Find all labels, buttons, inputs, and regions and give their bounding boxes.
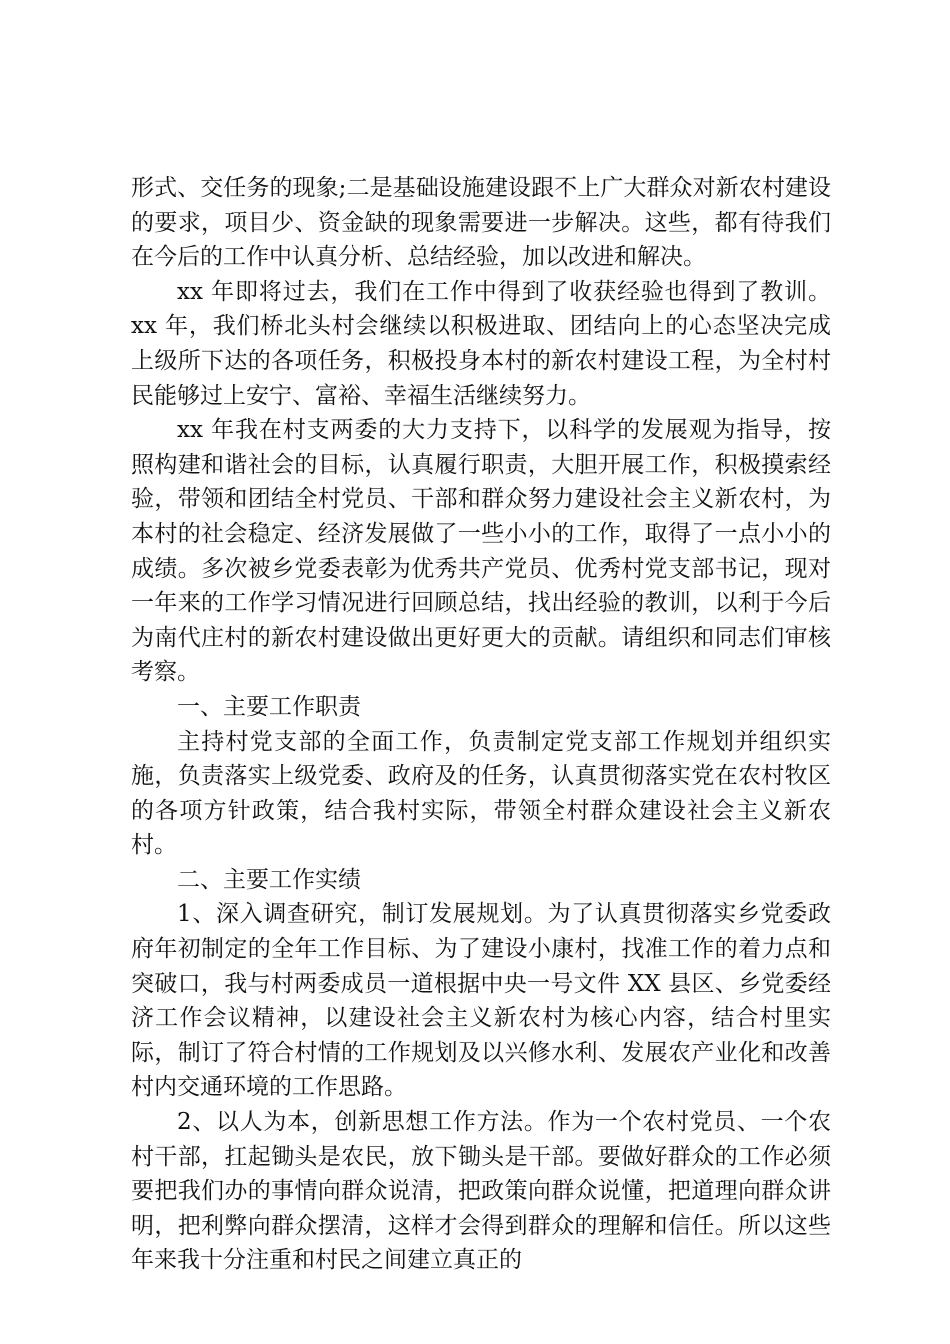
paragraph-summary: xx 年即将过去，我们在工作中得到了收获经验也得到了教训。xx 年，我们桥北头村会继续以积极进取、团结向上的心态坚决完成上级所下达的各项任务，积极投身本村的新农村建设工程，为全村村民能够过上安宁、富裕、幸福生活继续努力。: [131, 278, 831, 409]
section-heading-achievements: 二、主要工作实绩: [177, 866, 361, 893]
paragraph-intro: xx 年我在村支两委的大力支持下，以科学的发展观为指导，按照构建和谐社会的目标，认真履行职责，大胆开展工作，积极摸索经验，带领和团结全村党员、干部和群众努力建设社会主义新农村，为本村的社会稳定、经济发展做了一些小小的工作，取得了一点小小的成绩。多次被乡党委表彰为优秀共产党员、优秀村党支部书记，现对一年来的工作学习情况进行回顾总结，找出经验的教训，以利于今后为南代庄村的新农村建设做出更好更大的贡献。请组织和同志们审核考察。: [131, 417, 831, 686]
document-body: [131, 171, 831, 1278]
paragraph-duties: 主持村党支部的全面工作，负责制定党支部工作规划并组织实施，负责落实上级党委、政府及的任务，认真贯彻落实党在农村牧区的各项方针政策，结合我村实际，带领全村群众建设社会主义新农村。: [131, 728, 831, 859]
section-heading-duties: 一、主要工作职责: [177, 693, 361, 720]
paragraph-achievement-2: 2、以人为本，创新思想工作方法。作为一个农村党员、一个农村干部，扛起锄头是农民，放下锄头是干部。要做好群众的工作必须要把我们办的事情向群众说清，把政策向群众说懂，把道理向群众讲明，把利弊向群众摆清，这样才会得到群众的理解和信任。所以这些年来我十分注重和村民之间建立真正的: [131, 1109, 831, 1274]
paragraph-achievement-1: 1、深入调查研究，制订发展规划。为了认真贯彻落实乡党委政府年初制定的全年工作目标、为了建设小康村，找准工作的着力点和突破口，我与村两委成员一道根据中央一号文件 XX 县区、乡党委经济工作会议精神，以建设社会主义新农村为核心内容，结合村里实际，制订了符合村情的工作规划及以兴修水利、发展农产业化和改善村内交通环境的工作思路。: [131, 901, 831, 1101]
paragraph-continuation: 形式、交任务的现象;二是基础设施建设跟不上广大群众对新农村建设的要求，项目少、资金缺的现象需要进一步解决。这些，都有待我们在今后的工作中认真分析、总结经验，加以改进和解决。: [131, 175, 831, 271]
